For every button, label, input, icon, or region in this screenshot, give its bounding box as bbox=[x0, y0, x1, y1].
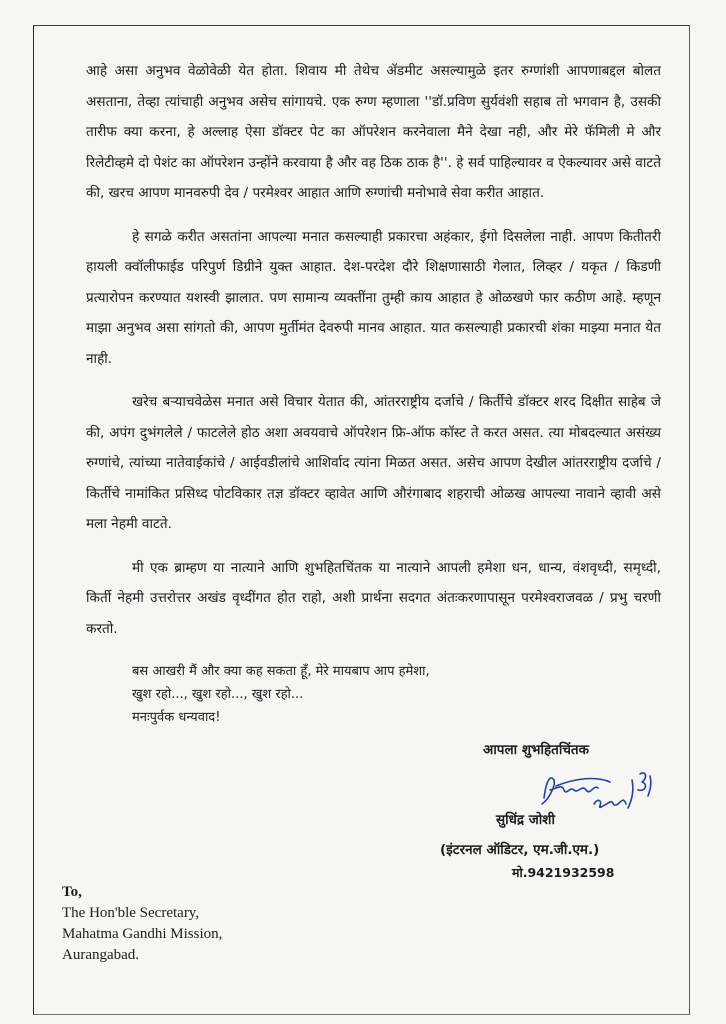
handwritten-signature bbox=[536, 760, 666, 820]
paragraph-4: मी एक ब्राम्हण या नात्याने आणि शुभहितचिंतक या नात्याने आपली हमेशा धन, धान्य, वंशवृध्दी, समृध्दी, किर्ती नेहमी उत्तरोत्तर अखंड वृध्दींगत होत राहो, अशी प्रार्थना सदगत अंतःकरणापासून परमेश्वराजवळ / प्रभु चरणी करतो. bbox=[86, 559, 661, 637]
address-line-3: Aurangabad. bbox=[62, 947, 140, 963]
address-line-2: Mahatma Gandhi Mission, bbox=[62, 926, 223, 942]
closing-line-3: मनःपुर्वक धन्यवाद! bbox=[132, 710, 221, 725]
sign-greeting: आपला शुभहितचिंतक bbox=[483, 742, 589, 758]
sender-mobile: मो.9421932598 bbox=[512, 865, 615, 880]
sender-name: सुधिंद्र जोशी bbox=[496, 812, 555, 828]
closing-line-2: खुश रहो..., खुश रहो..., खुश रहो... bbox=[132, 687, 304, 702]
address-line-1: The Hon'ble Secretary, bbox=[62, 905, 200, 921]
closing-line-1: बस आखरी मैं और क्या कह सकता हूँ, मेरे मायबाप आप हमेशा, bbox=[132, 664, 430, 679]
address-to: To, bbox=[62, 884, 82, 900]
paragraph-1: आहे असा अनुभव वेळोवेळी येत होता. शिवाय मी तेथेच ॲडमीट असल्यामुळे इतर रुग्णांशी आपणाबद्दल बोलत असताना, तेव्हा त्यांचाही अनुभव असेच सांगायचे. एक रुग्ण म्हणाला ''डॉ.प्रविण सुर्यवंशी सहाब तो भगवान है, उसकी तारीफ क्या करना, हे अल्लाह ऐसा डॉक्टर पेट का ऑपरेशन करनेवाला मैने देखा नही, और मेरे फॅमिली मे और रिलेटीव्हमे दो पेशंट का ऑपरेशन उन्होंने करवाया है और वह ठिक ठाक है''. हे सर्व पाहिल्यावर व ऐकल्यावर असे वाटते की, खरच आपण मानवरुपी देव / परमेश्वर आहात आणि रुग्णांची मनोभावे सेवा करीत आहात. bbox=[86, 63, 661, 201]
letter-body bbox=[86, 56, 661, 657]
paragraph-2: हे सगळे करीत असतांना आपल्या मनात कसल्याही प्रकारचा अहंकार, ईगो दिसलेला नाही. आपण कितीतरी हायली क्वॉलीफाईड परिपुर्ण डिग्रीने युक्त आहात. देश-परदेश दौरे शिक्षणासाठी गेलात, लिव्हर / यकृत / किडणी प्रत्यारोपन करण्यात यशस्वी झालात. पण सामान्य व्यक्तींना तुम्ही काय आहात हे ओळखणे फार कठीण आहे. म्हणून माझा अनुभव असा सांगतो की, आपण मुर्तीमंत देवरुपी मानव आहात. यात कसल्याही प्रकारची शंका माझ्या मनात येत नाही. bbox=[86, 228, 661, 367]
recipient-address bbox=[62, 882, 222, 966]
closing-lines bbox=[132, 660, 430, 729]
sender-designation: (इंटरनल ऑडिटर, एम.जी.एम.) bbox=[440, 842, 600, 858]
paragraph-3: खरेच बऱ्याचवेळेस मनात असे विचार येतात की, आंतरराष्ट्रीय दर्जाचे / किर्तीचे डॉक्टर शरद दिक्षीत साहेब जे की, अपंग दुभंगलेले / फाटलेले होठ अशा अवयवाचे ऑपरेशन फ्रि-ऑफ कॉस्ट ते करत असत. त्या मोबदल्यात असंख्य रुग्णांचे, त्यांच्या नातेवाईकांचे / आईवडीलांचे आशिर्वाद त्यांना मिळत असत. असेच आपण देखील आंतरराष्ट्रीय दर्जाचे /किर्तीचे नामांकित प्रसिध्द पोटविकार तज्ञ डॉक्टर व्हावेत आणि औरंगाबाद शहराची ओळख आपल्या नावाने व्हावी असे मला नेहमी वाटते. bbox=[86, 394, 661, 532]
